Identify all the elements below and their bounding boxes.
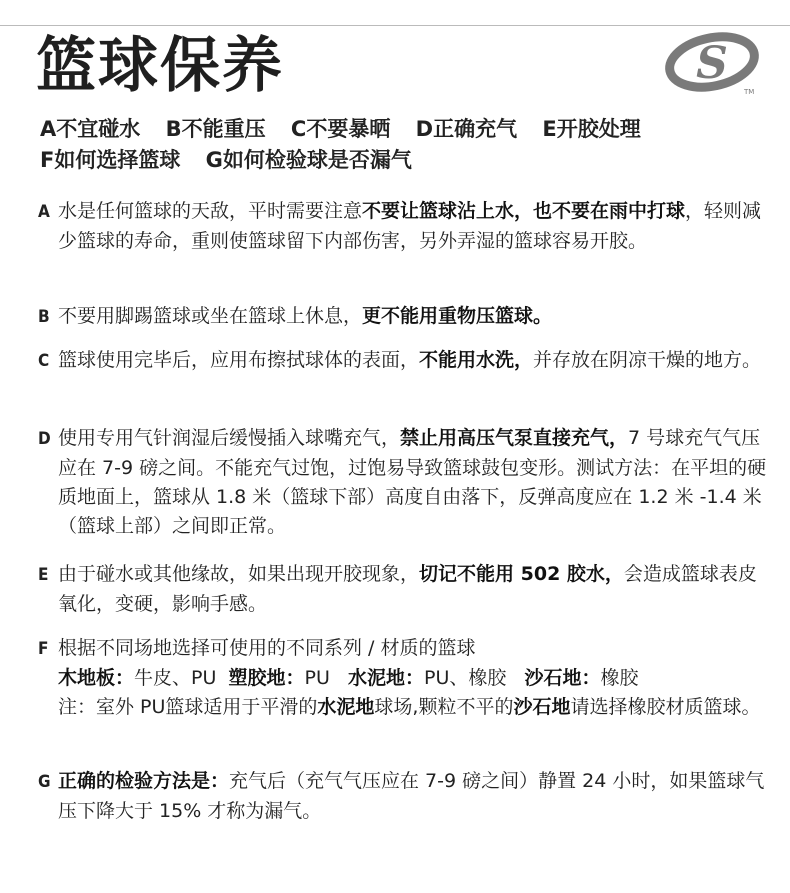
page-title: 篮球保养 [36,31,284,101]
section-g [38,767,773,826]
section-text: 水是任何篮球的天敌，平时需要注意 [58,200,363,222]
court-value-cement: PU、橡胶 [424,667,507,689]
section-emphasis: 正确的检验方法是： [58,770,230,792]
section-letter: A [38,202,50,222]
court-value-gravel: 橡胶 [600,667,639,689]
note-text: 请选择橡胶材质篮球。 [570,696,761,718]
toc-item-e: E开胶处理 [542,117,641,141]
section-text: 7 号球充气气压应在 7-9 磅之间。不能充气过饱，过饱易导致篮球鼓包变形。测试方法：在平坦的硬质地面上，篮球从 1.8 米（篮球下部）高度自由落下，反弹高度应在 1.2 米 -1.4 米（篮球上部）之间即正常。 [58,427,767,537]
logo-trademark: TM [744,88,755,96]
section-letter: B [38,307,50,327]
court-label-gravel: 沙石地： [524,667,601,689]
court-label-cement: 水泥地： [348,667,425,689]
toc-item-d: D正确充气 [415,117,518,141]
section-letter: G [38,772,51,792]
court-value-plastic: PU [304,667,330,689]
note-emphasis: 沙石地 [513,696,571,718]
court-label-wood: 木地板： [58,667,135,689]
section-c [38,346,773,376]
section-text: 由于碰水或其他缘故，如果出现开胶现象， [58,563,420,585]
table-of-contents [40,114,770,176]
section-text: 充气后（充气气压应在 7-9 磅之间）静置 24 小时，如果篮球气压下降大于 15% 才称为漏气。 [58,770,765,822]
top-divider [0,0,790,26]
toc-item-f: F如何选择篮球 [40,148,181,172]
toc-item-a: A不宜碰水 [40,117,141,141]
note-emphasis: 水泥地 [317,696,375,718]
section-emphasis: 切记不能用 502 胶水， [419,563,624,585]
section-a [38,197,773,256]
section-emphasis: 不要让篮球沾上水，也不要在雨中打球 [362,200,686,222]
section-emphasis: 不能用水洗， [419,349,534,371]
section-text: 使用专用气针润湿后缓慢插入球嘴充气， [58,427,401,449]
section-letter: D [38,429,51,449]
section-text: 不要用脚踢篮球或坐在篮球上休息， [58,305,363,327]
section-text: 会造成篮球表皮氧化，变硬，影响手感。 [58,563,757,615]
section-d [38,424,773,541]
section-text: ，轻则减少篮球的寿命，重则使篮球留下内部伤害，另外弄湿的篮球容易开胶。 [58,200,762,252]
section-b [38,302,773,332]
brand-logo [664,28,764,98]
court-value-wood: 牛皮、PU [134,667,217,689]
note-text: 球场,颗粒不平的 [374,696,514,718]
section-text: 篮球使用完毕后，应用布擦拭球体的表面， [58,349,420,371]
toc-item-c: C不要暴晒 [290,117,391,141]
section-letter: F [38,639,49,659]
section-e [38,560,773,619]
court-material-list [38,664,773,693]
logo-letter: S [696,38,728,89]
toc-item-b: B不能重压 [165,117,266,141]
court-note [38,693,773,722]
section-letter: C [38,351,50,371]
section-text: 并存放在阴凉干燥的地方。 [533,349,762,371]
section-f [38,634,773,722]
note-text: 注：室外 PU篮球适用于平滑的 [58,696,318,718]
section-letter: E [38,565,49,585]
court-label-plastic: 塑胶地： [228,667,305,689]
section-emphasis: 更不能用重物压篮球。 [362,305,553,327]
section-emphasis: 禁止用高压气泵直接充气， [400,427,629,449]
toc-item-g: G如何检验球是否漏气 [205,148,412,172]
section-text: 根据不同场地选择可使用的不同系列 / 材质的篮球 [58,637,476,659]
